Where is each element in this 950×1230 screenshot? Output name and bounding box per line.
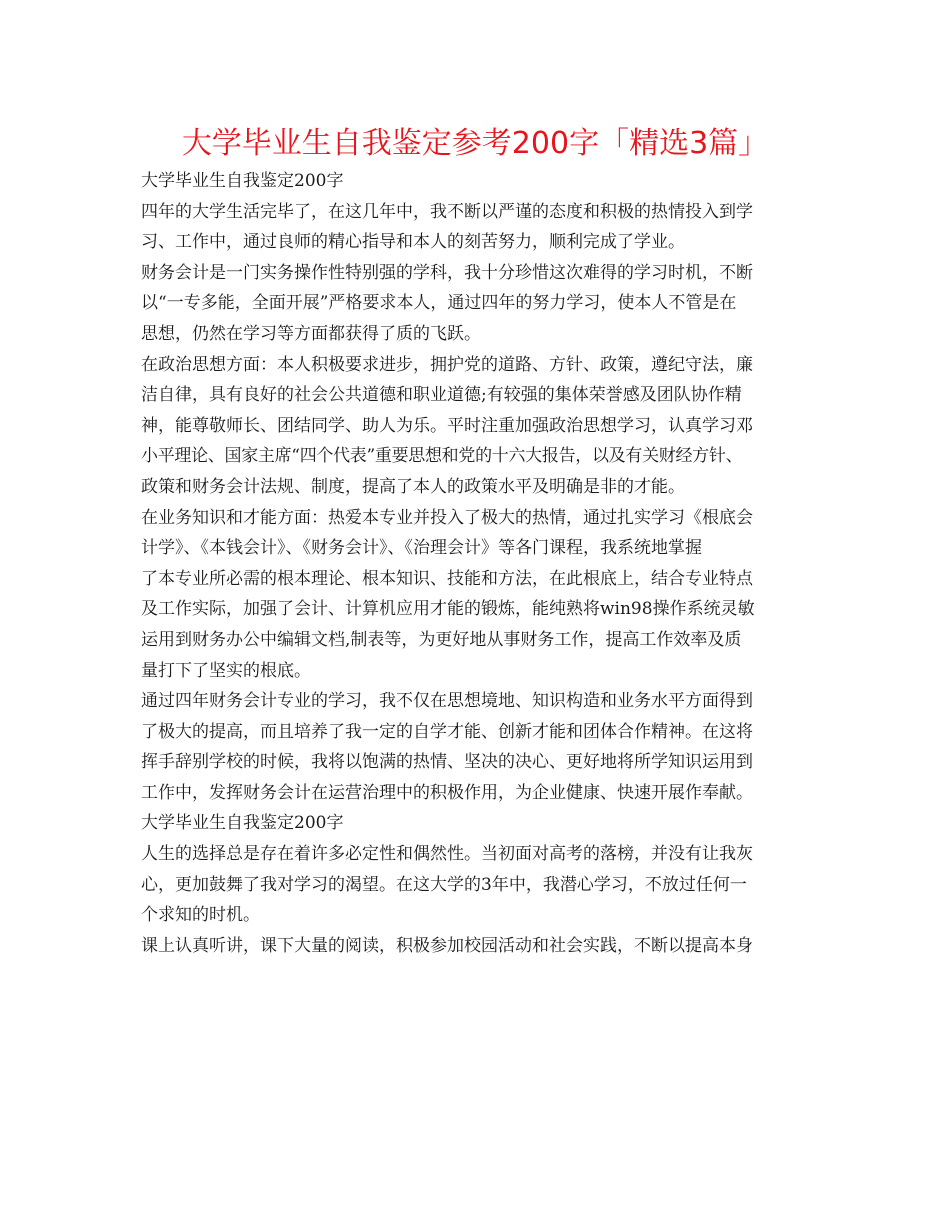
paragraph-line: 财务会计是一门实务操作性特别强的学科，我十分珍惜这次难得的学习时机，不断 [141,262,753,283]
paragraph-line: 课上认真听讲，课下大量的阅读，积极参加校园活动和社会实践，不断以提高本身 [141,935,753,956]
paragraph-line: 计学》、《本钱会计》、《财务会计》、《治理会计》等各门课程，我系统地掌握 [141,538,702,559]
subheading: 大学毕业生自我鉴定200字 [141,813,344,834]
paragraph-line: 挥手辞别学校的时候，我将以饱满的热情、坚决的决心、更好地将所学知识运用到 [141,752,753,773]
paragraph-line: 小平理论、国家主席“四个代表”重要思想和党的十六大报告，以及有关财经方针、 [141,446,743,467]
paragraph-line: 及工作实际，加强了会计、计算机应用才能的锻炼，能纯熟将win98操作系统灵敏 [141,599,755,620]
paragraph-line: 神，能尊敬师长、团结同学、助人为乐。平时注重加强政治思想学习，认真学习邓 [141,415,753,436]
paragraph-line: 习、工作中，通过良师的精心指导和本人的刻苦努力，顺利完成了学业。 [141,232,685,253]
paragraph-line: 工作中，发挥财务会计在运营治理中的积极作用，为企业健康、快速开展作奉献。 [141,782,753,803]
subheading: 大学毕业生自我鉴定200字 [141,171,344,191]
paragraph-line: 运用到财务办公中编辑文档,制表等，为更好地从事财务工作，提高工作效率及质 [141,629,742,650]
paragraph-line: 了极大的提高，而且培养了我一定的自学才能、创新才能和团体合作精神。在这将 [141,721,753,742]
paragraph-line: 在政治思想方面：本人积极要求进步，拥护党的道路、方针、政策，遵纪守法，廉 [141,354,753,375]
document-title: 大学毕业生自我鉴定参考200字「精选3篇」 [181,126,769,161]
paragraph-line: 洁自律，具有良好的社会公共道德和职业道德;有较强的集体荣誉感及团队协作精 [141,385,742,406]
paragraph-line: 人生的选择总是存在着许多必定性和偶然性。当初面对高考的落榜，并没有让我灰 [141,844,753,865]
paragraph-line: 以“一专多能，全面开展”严格要求本人，通过四年的努力学习，使本人不管是在 [141,293,737,314]
paragraph-line: 了本专业所必需的根本理论、根本知识、技能和方法，在此根底上，结合专业特点 [141,568,753,589]
paragraph-line: 四年的大学生活完毕了，在这几年中，我不断以严谨的态度和积极的热情投入到学 [141,201,753,222]
document-body [141,166,821,961]
paragraph-line: 思想，仍然在学习等方面都获得了质的飞跃。 [141,323,481,344]
paragraph-line: 个求知的时机。 [141,905,260,926]
paragraph-line: 在业务知识和才能方面：热爱本专业并投入了极大的热情，通过扎实学习《根底会 [141,507,753,528]
paragraph-line: 量打下了坚实的根底。 [141,660,311,681]
paragraph-line: 通过四年财务会计专业的学习，我不仅在思想境地、知识构造和业务水平方面得到 [141,691,753,712]
paragraph-line: 政策和财务会计法规、制度，提高了本人的政策水平及明确是非的才能。 [141,476,685,497]
paragraph-line: 心，更加鼓舞了我对学习的渴望。在这大学的3年中，我潜心学习，不放过任何一 [141,874,747,895]
